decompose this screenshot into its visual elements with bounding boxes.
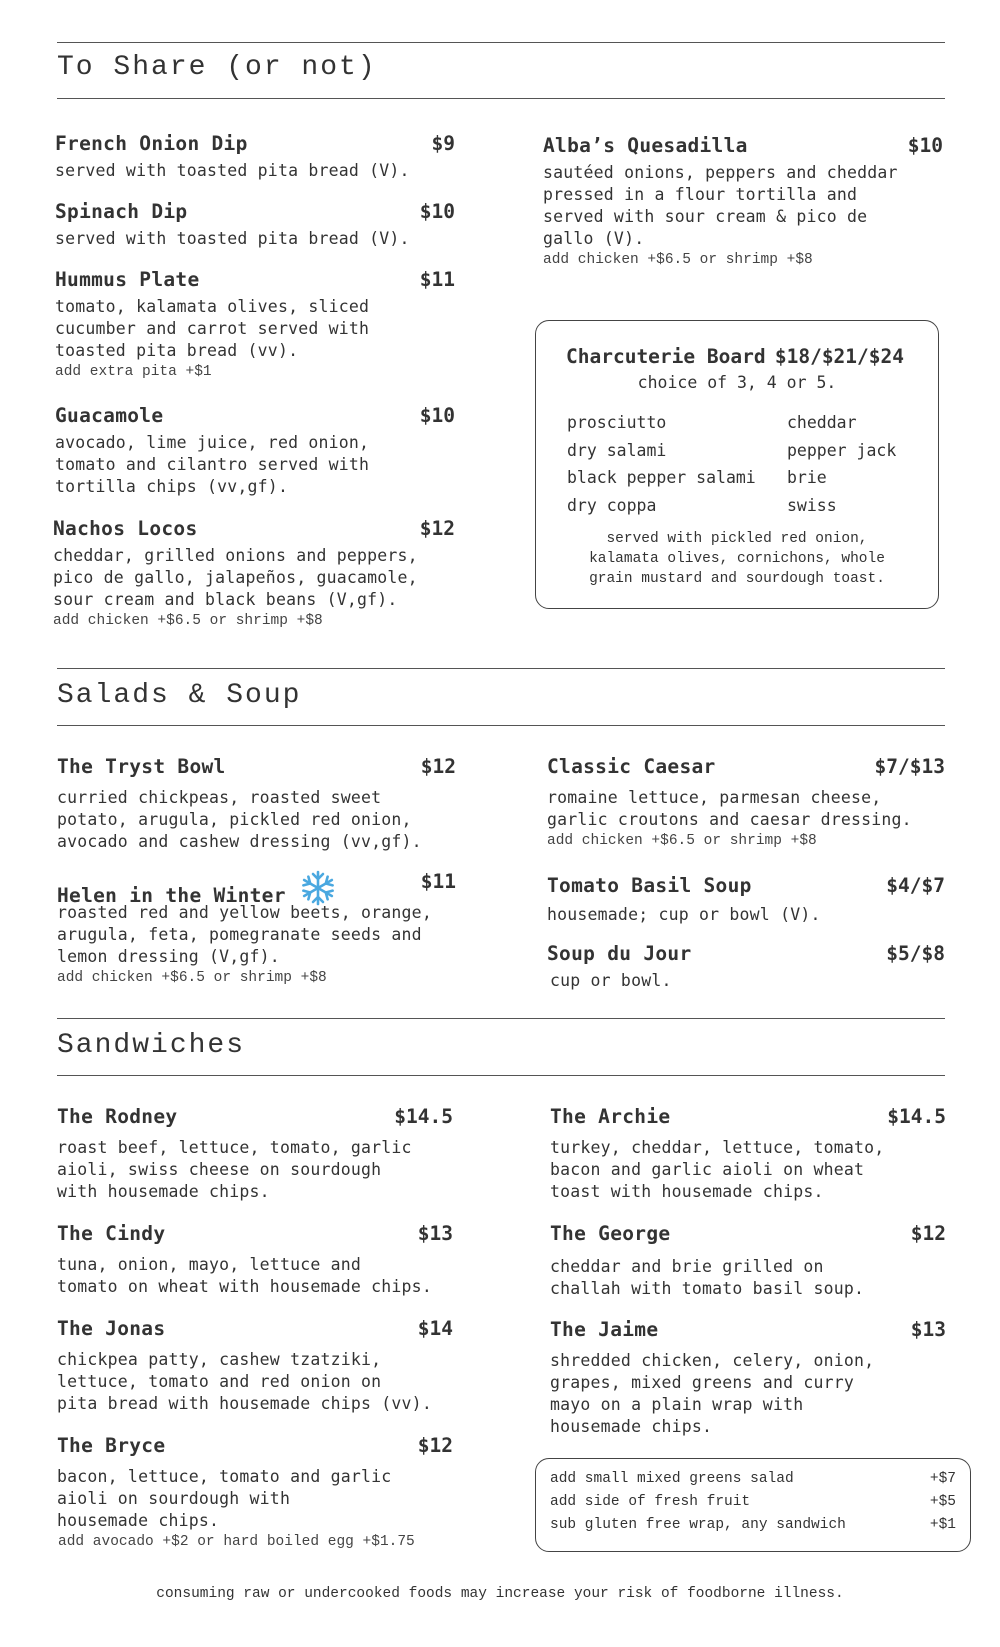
charcuterie-meats-list [567, 409, 756, 519]
item-addon: add chicken +$6.5 or shrimp +$8 [547, 833, 817, 849]
item-price: $14.5 [394, 1105, 453, 1128]
extras-price: +$1 [929, 1517, 956, 1533]
menu-item-soup-du-jour [547, 942, 945, 992]
item-description: tomato, kalamata olives, sliced cucumber and carrot served with toasted pita bread (vv). [55, 297, 370, 360]
item-addon: add extra pita +$1 [55, 364, 212, 380]
section-rule-bottom [57, 1075, 945, 1076]
item-name: Guacamole [55, 404, 164, 427]
menu-item-the-jonas [57, 1317, 453, 1415]
extras-price: +$7 [929, 1471, 956, 1487]
section-rule-bottom [57, 98, 945, 99]
item-price: $10 [907, 134, 943, 157]
item-name: The Archie [550, 1105, 671, 1128]
item-price: $13 [910, 1318, 946, 1341]
section-rule-bottom [57, 725, 945, 726]
item-name: The Tryst Bowl [57, 755, 226, 778]
menu-item-hummus-plate [55, 268, 455, 382]
charcuterie-meat: prosciutto [567, 413, 667, 432]
charcuterie-price: $18/$21/$24 [774, 345, 904, 368]
item-description: turkey, cheddar, lettuce, tomato, bacon and garlic aioli on wheat toast with housemade chips. [550, 1138, 885, 1201]
menu-item-tryst-bowl [57, 755, 456, 853]
item-description: bacon, lettuce, tomato and garlic aioli on sourdough with housemade chips. [57, 1467, 392, 1530]
item-description: roasted red and yellow beets, orange, arugula, feta, pomegranate seeds and lemon dressing (V,gf). [57, 903, 432, 966]
item-price: $5/$8 [886, 942, 945, 965]
menu-item-tomato-basil-soup [547, 874, 945, 926]
menu-item-albas-quesadilla [543, 134, 943, 270]
item-price: $7/$13 [874, 755, 945, 778]
menu-item-the-archie [550, 1105, 946, 1203]
item-name [57, 870, 336, 907]
charcuterie-footer: served with pickled red onion, kalamata olives, cornichons, whole grain mustard and sourdough toast. [589, 531, 885, 587]
item-description: served with toasted pita bread (V). [55, 161, 410, 180]
charcuterie-cheese: swiss [787, 495, 837, 515]
menu-item-french-onion-dip [55, 132, 455, 182]
item-description: avocado, lime juice, red onion, tomato and cilantro served with tortilla chips (vv,gf). [55, 433, 370, 496]
charcuterie-board-box [535, 320, 939, 609]
charcuterie-cheeses-list [787, 409, 896, 519]
menu-item-the-rodney [57, 1105, 453, 1203]
item-addon: add chicken +$6.5 or shrimp +$8 [57, 970, 327, 986]
charcuterie-subtitle: choice of 3, 4 or 5. [637, 373, 837, 392]
item-name: The Cindy [57, 1222, 166, 1245]
item-description: roast beef, lettuce, tomato, garlic aioli, swiss cheese on sourdough with housemade chips. [57, 1138, 412, 1201]
item-description: curried chickpeas, roasted sweet potato, arugula, pickled red onion, avocado and cashew dressing (vv,gf). [57, 788, 422, 851]
charcuterie-meat: dry salami [567, 440, 667, 460]
menu-item-guacamole [55, 404, 455, 498]
item-price: $14.5 [887, 1105, 946, 1128]
extras-label: sub gluten free wrap, any sandwich [550, 1517, 846, 1533]
item-description: cheddar and brie grilled on challah with tomato basil soup. [550, 1257, 865, 1298]
item-name-text: Helen in the Winter [57, 884, 286, 907]
section-rule-top [57, 1018, 945, 1019]
item-price: $12 [910, 1222, 946, 1245]
item-description: romaine lettuce, parmesan cheese, garlic croutons and caesar dressing. [547, 788, 912, 829]
section-rule-top [57, 668, 945, 669]
extras-price: +$5 [929, 1494, 956, 1510]
menu-item-spinach-dip [55, 200, 455, 250]
item-price: $10 [419, 200, 455, 223]
item-price: $11 [419, 268, 455, 291]
item-name: Alba’s Quesadilla [543, 134, 748, 157]
menu-item-classic-caesar [547, 755, 945, 851]
extras-row [550, 1471, 956, 1494]
charcuterie-meat: dry coppa [567, 495, 657, 515]
item-description: sautéed onions, peppers and cheddar pressed in a flour tortilla and served with sour cream & pico de gallo (V). [543, 163, 898, 248]
item-name: The Bryce [57, 1434, 166, 1457]
snowflake-icon [300, 870, 336, 906]
item-price: $9 [431, 132, 455, 155]
section-title-share: To Share (or not) [57, 52, 377, 83]
item-price: $13 [417, 1222, 453, 1245]
item-name: Classic Caesar [547, 755, 716, 778]
sandwich-extras-box [535, 1458, 971, 1552]
menu-item-the-george [550, 1222, 946, 1300]
item-name: Hummus Plate [55, 268, 200, 291]
item-price: $12 [420, 755, 456, 778]
item-name: The Rodney [57, 1105, 178, 1128]
menu-item-helen-in-the-winter [57, 870, 456, 988]
section-rule-top [57, 42, 945, 43]
item-name: The Jonas [57, 1317, 166, 1340]
item-addon: add chicken +$6.5 or shrimp +$8 [53, 613, 323, 629]
item-price: $11 [420, 870, 456, 893]
charcuterie-cheese: cheddar [787, 413, 857, 432]
extras-label: add small mixed greens salad [550, 1471, 794, 1487]
item-name: French Onion Dip [55, 132, 248, 155]
item-description: housemade; cup or bowl (V). [547, 905, 821, 924]
item-description: tuna, onion, mayo, lettuce and tomato on wheat with housemade chips. [57, 1255, 432, 1296]
item-name: Tomato Basil Soup [547, 874, 752, 897]
item-name: The George [550, 1222, 671, 1245]
item-description: chickpea patty, cashew tzatziki, lettuce, tomato and red onion on pita bread with housemade chips (vv). [57, 1350, 432, 1413]
item-price: $12 [417, 1434, 453, 1457]
charcuterie-cheese: brie [787, 468, 827, 487]
item-price: $14 [417, 1317, 453, 1340]
item-name: Soup du Jour [547, 942, 692, 965]
item-description: cup or bowl. [550, 971, 672, 990]
item-description: shredded chicken, celery, onion, grapes, mixed greens and curry mayo on a plain wrap with housemade chips. [550, 1351, 875, 1436]
item-name: Nachos Locos [53, 517, 198, 540]
item-addon: add chicken +$6.5 or shrimp +$8 [543, 252, 813, 268]
menu-item-the-jaime [550, 1318, 946, 1438]
item-price: $4/$7 [886, 874, 945, 897]
food-safety-disclaimer: consuming raw or undercooked foods may increase your risk of foodborne illness. [156, 1586, 844, 1602]
section-title-salads: Salads & Soup [57, 680, 302, 711]
section-title-sandwiches: Sandwiches [57, 1030, 246, 1061]
item-name: The Jaime [550, 1318, 659, 1341]
item-description: cheddar, grilled onions and peppers, pico de gallo, jalapeños, guacamole, sour cream and black beans (V,gf). [53, 546, 418, 609]
menu-item-nachos-locos [53, 517, 455, 631]
extras-row [550, 1494, 956, 1517]
charcuterie-cheese: pepper jack [787, 440, 897, 460]
item-name: Spinach Dip [55, 200, 188, 223]
item-price: $12 [419, 517, 455, 540]
item-price: $10 [419, 404, 455, 427]
menu-item-the-bryce [57, 1434, 453, 1552]
extras-row [550, 1517, 956, 1540]
menu-item-the-cindy [57, 1222, 453, 1298]
charcuterie-meat: black pepper salami [567, 468, 756, 487]
extras-label: add side of fresh fruit [550, 1494, 751, 1510]
charcuterie-title: Charcuterie Board [566, 345, 766, 368]
item-description: served with toasted pita bread (V). [55, 229, 410, 248]
item-addon: add avocado +$2 or hard boiled egg +$1.75 [58, 1534, 415, 1550]
